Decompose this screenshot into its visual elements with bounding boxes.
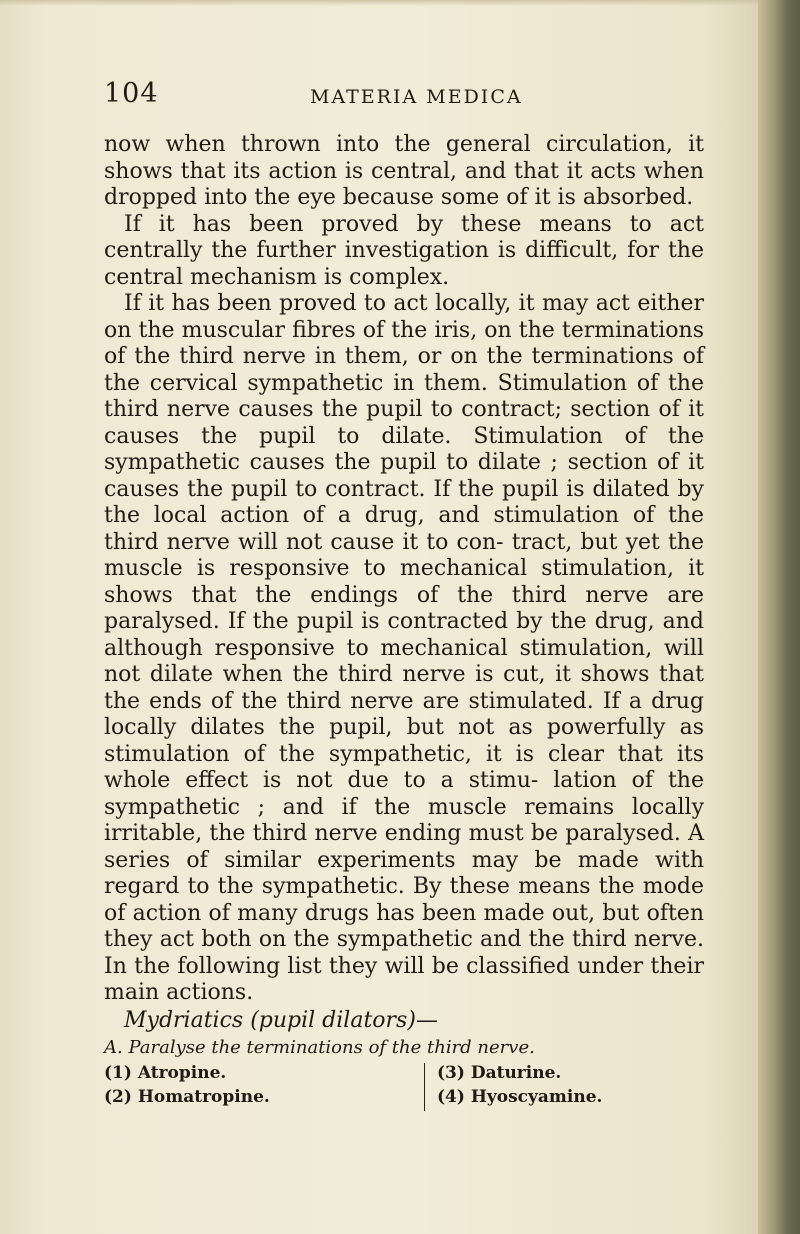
drug-list-right-column [437, 1061, 602, 1109]
mydriatics-title: Mydriatics [124, 1007, 244, 1033]
book-spine-shadow [758, 0, 800, 1234]
body-text [104, 132, 704, 1113]
paragraph-2: If it has been proved by these means to act centrally the further investigation is difficult, for the central mechanism is complex. [104, 211, 704, 290]
page-header [104, 78, 704, 114]
column-divider [424, 1063, 425, 1111]
group-a-heading: A. Paralyse the terminations of the third nerve. [104, 1036, 535, 1058]
list-item: (2) Homatropine. [104, 1086, 270, 1107]
list-item: (3) Daturine. [437, 1062, 562, 1083]
paragraph-3: If it has been proved to act locally, it may act either on the muscular fibres of the iris, on the terminations of the third nerve in them, or on the terminations of the cervical sympathetic in them. Stimulation of the third nerve causes the pupil to contract; section of it causes the pupil to dilate. Stimulation of the sympathetic causes the pupil to dilate ; section of it causes the pupil to contract. If the pupil is dilated by the local action of a drug, and stimulation of the third nerve will not cause it to con- tract, but yet the muscle is responsive to mechanical stimulation, it shows that the endings of the third nerve are paralysed. If the pupil is contracted by the drug, and although responsive to mechanical stimulation, will not dilate when the third nerve is cut, it shows that the ends of the third nerve are stimulated. If a drug locally dilates the pupil, but not as powerfully as stimulation of the sympathetic, it is clear that its whole effect is not due to a stimu- lation of the sympathetic ; and if the muscle remains locally irritable, the third nerve ending must be paralysed. A series of similar experiments may be made with regard to the sympathetic. By these means the mode of action of many drugs has been made out, but often they act both on the sympathetic and the third nerve. In the following list they will be classified under their main actions. [104, 291, 704, 1005]
list-item: (1) Atropine. [104, 1062, 227, 1083]
drug-list [104, 1061, 704, 1113]
page-top-edge [0, 0, 800, 6]
list-item: (4) Hyoscyamine. [437, 1086, 603, 1107]
running-head: MATERIA MEDICA [310, 86, 523, 108]
page-number: 104 [104, 78, 159, 109]
paragraph-1: now when thrown into the general circulation, it shows that its action is central, and that it acts when dropped into the eye because some of it is absorbed. [104, 132, 704, 210]
drug-list-left-column [104, 1061, 270, 1109]
mydriatics-subtitle: (pupil dilators)— [250, 1007, 438, 1033]
mydriatics-heading [104, 1007, 704, 1035]
